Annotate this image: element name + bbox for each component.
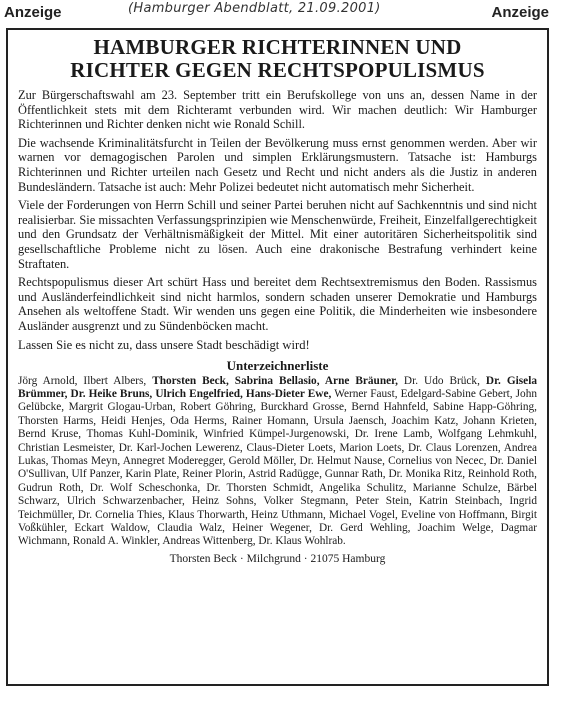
headline bbox=[18, 36, 537, 82]
handwritten-source-note: (Hamburger Abendblatt, 21.09.2001) bbox=[128, 1, 381, 16]
headline-line-1: HAMBURGER RICHTERINNEN UND bbox=[93, 35, 462, 59]
paragraph-2: Die wachsende Kriminalitätsfurcht in Teilen der Bevölkerung muss ernst genommen werden. Aber wir warnen vor demagogischen Parolen und simplen Erklärungsmustern. Tatsache ist: Hamburgs Richterinnen und Richter urteilen nach Gesetz und Recht und nicht anders als die Justiz in anderen Bundesländern. Tatsache ist auch: Mehr Polizei bedeutet nicht automatisch mehr Sicherheit. bbox=[18, 135, 537, 194]
anzeige-label-left: Anzeige bbox=[4, 4, 62, 21]
signers-bold-1: Thorsten Beck, Sabrina Bellasio, Arne Bräuner, bbox=[152, 374, 398, 387]
closing-appeal: Lassen Sie es nicht zu, dass unsere Stadt beschädigt wird! bbox=[18, 337, 310, 352]
advertisement-box bbox=[6, 28, 549, 686]
paragraph-4: Rechtspopulismus dieser Art schürt Hass und bereitet dem Rechtsextremismus den Boden. Rassismus und Ausländerfeindlichkeit sind nicht harmlos, sondern schaden unserer Demokratie und Hamburgs Ansehen als weltoffene Stadt. Wir wenden uns gegen eine Politik, die Minderheiten wie insbesondere Ausländer ausgrenzt und zu Sündenböcken macht. bbox=[18, 275, 537, 333]
headline-line-2: RICHTER GEGEN RECHTSPOPULISMUS bbox=[70, 58, 485, 82]
contact-address: Thorsten Beck · Milchgrund · 21075 Hamburg bbox=[169, 552, 386, 565]
signers-text-2: Dr. Udo Brück, bbox=[397, 374, 486, 387]
anzeige-label-right: Anzeige bbox=[491, 4, 549, 21]
paragraph-3: Viele der Forderungen von Herrn Schill und seiner Partei beruhen nicht auf Sachkenntnis und sind nicht realisierbar. Sie missachten Verfassungsprinzipien wie Menschenwürde, Freiheit, Einzelfallgerechtigkeit und den Grundsatz der Verhältnismäßigkeit der Mittel. Mit einer autoritären Sicherheitspolitik sind gesellschaftliche Probleme nicht zu lösen. Auch eine drakonische Bestrafung verhindert keine Straftaten. bbox=[18, 198, 537, 271]
header-bar bbox=[0, 0, 561, 26]
signers-text-3: Werner Faust, Edelgard-Sabine Gebert, John Gelübcke, Margrit Glogau-Urban, Robert Göhring, Burckhard Grosse, Bernd Hahnfeld, Sabine Happ-Göhring, Thorsten Harms, Heidi Henjes, Oda Herms, Rainer Homann, Ursula Jaensch, Joachim Katz, Johann Krieten, Bernd Kruse, Thomas Kuhl-Dominik, Winfried Kümpel-Jurgenowski, Dr. Irene Lamb, Wolfgang Lehmkuhl, Christian Lesmeister, Dr. Karl-Jochen Lewerenz, Claus-Dieter Loets, Marion Loets, Dr. Claus Lorenzen, Andrea Lukas, Thomas Meyn, Annegret Moderegger, Gerold Möller, Dr. Helmut Nause, Cornelius von Necec, Dr. Daniel O'Sullivan, Ulf Panzer, Karin Plate, Reiner Plorin, Astrid Radügge, Gunnar Rath, Dr. Monika Ritz, Reinhold Roth, Gudrun Roth, Dr. Wolf Scheschonka, Dr. Thorsten Schmidt, Angelika Schulitz, Marianne Schulze, Bärbel Schwarz, Ulrich Schwarzenbacher, Heinz Sohns, Volker Stegmann, Peter Stein, Katrin Steinbach, Ingrid Teichmüller, Dr. Cornelia Thies, Klaus Thorwarth, Heinz Uthmann, Michael Vogel, Eveline von Hoffmann, Birgit Voßkühler, Eckart Waldow, Claudia Walz, Heiner Wegener, Dr. Gerd Wehling, Joachim Welge, Dagmar Wichmann, Ronald A. Winkler, Andreas Wittenberg, Dr. Klaus Wohlrab. bbox=[18, 387, 537, 548]
paragraph-1: Zur Bürgerschaftswahl am 23. September tritt ein Berufskollege von uns an, dessen Name in der Öffentlichkeit stets mit dem Richteramt verbunden wird. Wir machen deutlich: Wir Hamburger Richterinnen und Richter denken nicht wie Ronald Schill. bbox=[18, 88, 537, 132]
signers-title: Unterzeichnerliste bbox=[226, 357, 329, 373]
signers-list bbox=[18, 375, 537, 549]
signers-text-1: Jörg Arnold, Ilbert Albers, bbox=[18, 374, 153, 387]
signers-bold-2: Dr. Gisela Brümmer, Dr. Heike Bruns, Ulrich Engelfried, Hans-Dieter Ewe, bbox=[18, 374, 537, 400]
